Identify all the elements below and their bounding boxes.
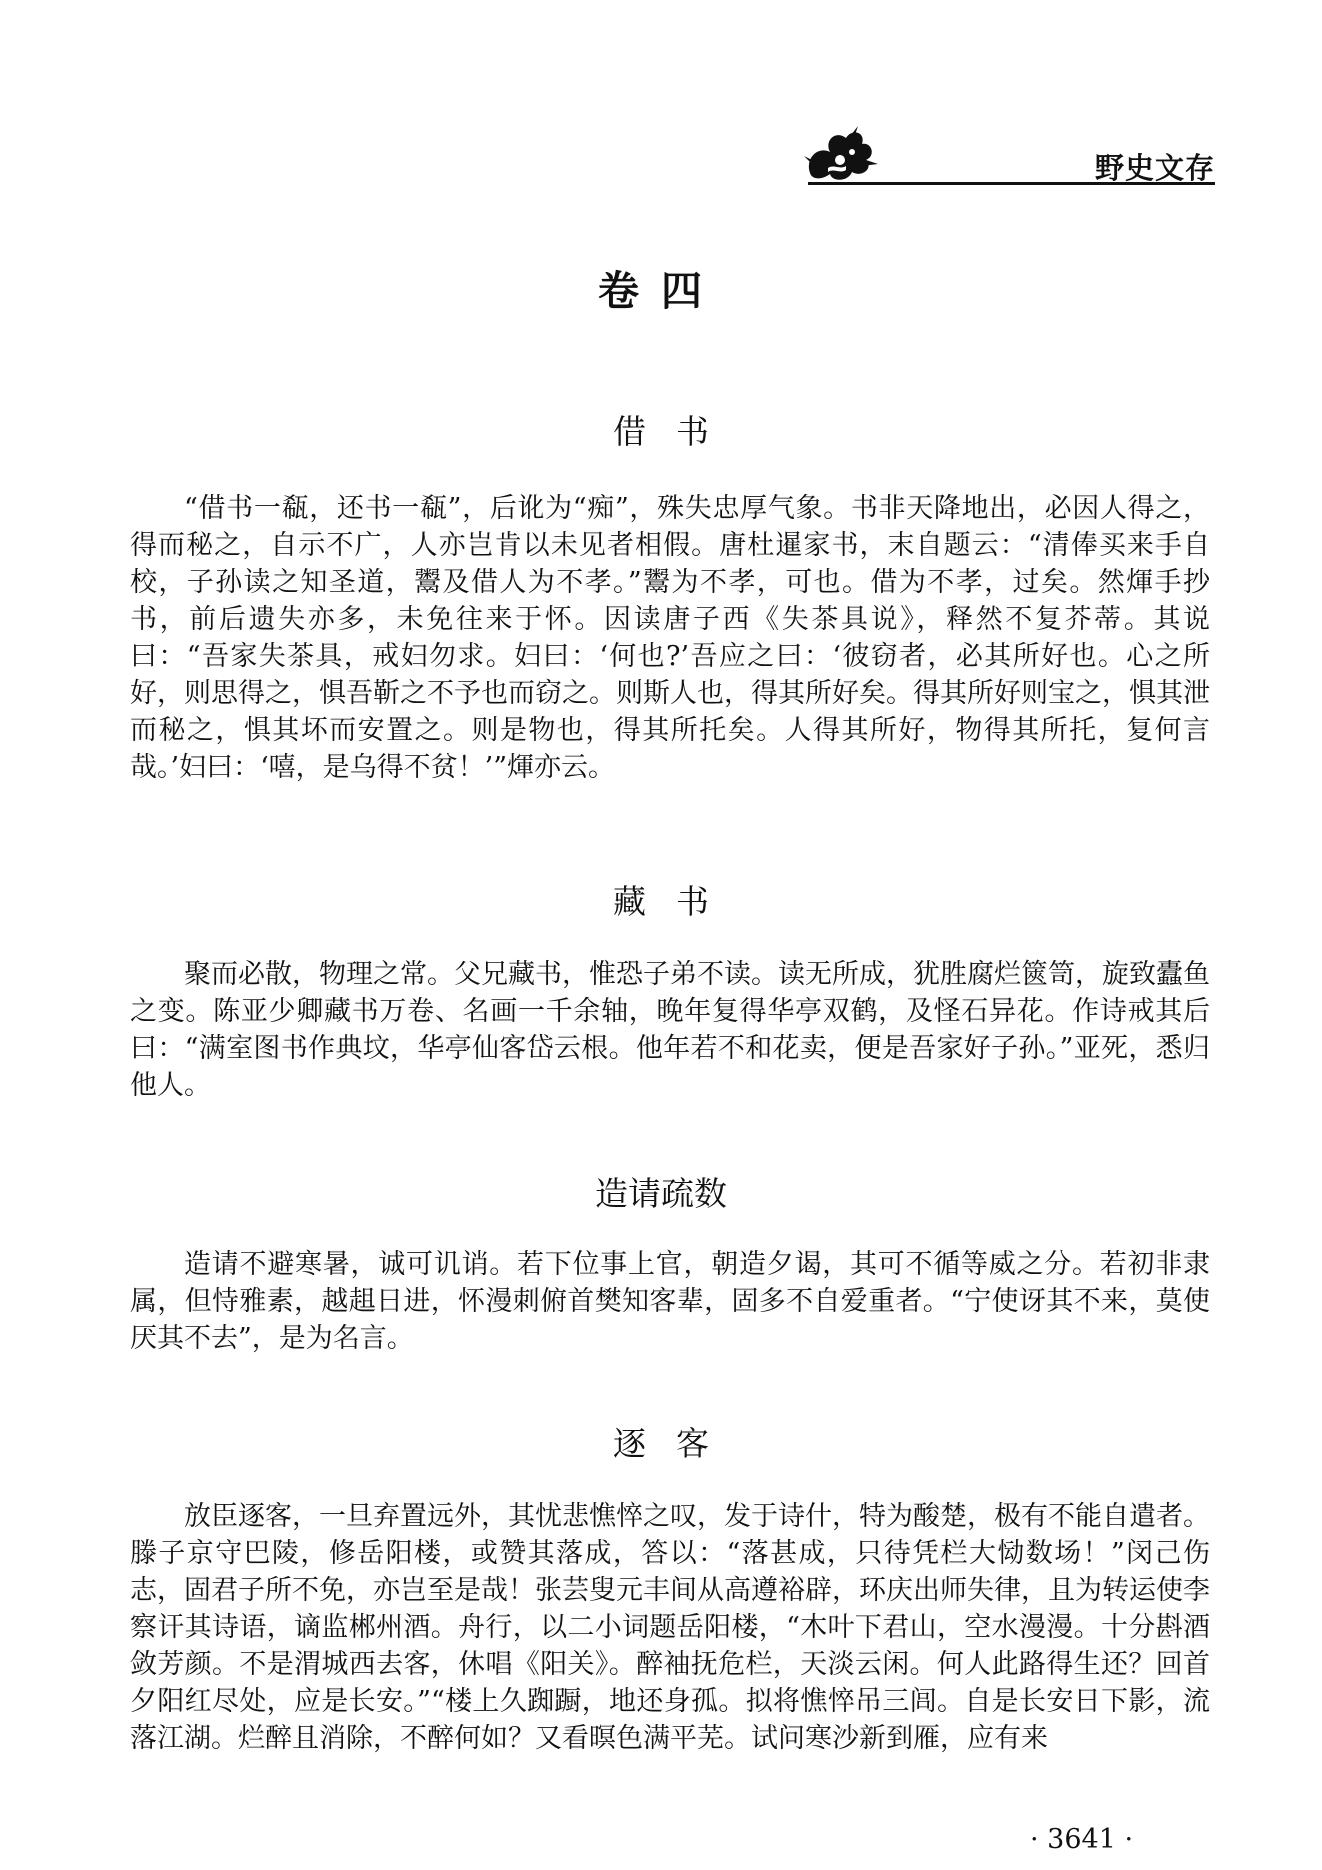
paragraph: “借书一瓻，还书一瓻”，后讹为“痴”，殊失忠厚气象。书非天降地出，必因人得之，得而秘之，自示不广，人亦岂肯以未见者相假。唐杜暹家书，末自题云：“清俸买来手自校，子孙读之知圣道，鬻及借人为不孝。”鬻为不孝，可也。借为不孝，过矣。然煇手抄书，前后遗失亦多，未免往来于怀。因读唐子西《失茶具说》，释然不复芥蒂。其说曰：“吾家失茶具，戒妇勿求。妇曰：‘何也?’吾应之曰：‘彼窃者，必其所好也。心之所好，则思得之，惧吾靳之不予也而窃之。则斯人也，得其所好矣。得其所好则宝之，惧其泄而秘之，惧其坏而安置之。则是物也，得其所托矣。人得其所好，物得其所托，复何言哉。’妇曰：‘嘻，是乌得不贫！’”煇亦云。: [130, 493, 1210, 783]
section-title-zhuke: 逐客: [613, 1424, 739, 1463]
paragraph: 放臣逐客，一旦弃置远外，其忧悲憔悴之叹，发于诗什，特为酸楚，极有不能自遣者。滕子京守巴陵，修岳阳楼，或赞其落成，答以：“落甚成，只待凭栏大恸数场！”闵己伤志，固君子所不免，亦岂至是哉！张芸叟元丰间从高遵裕辟，环庆出师失律，且为转运使李察讦其诗语，谪监郴州酒。舟行，以二小词题岳阳楼，“木叶下君山，空水漫漫。十分斟酒敛芳颜。不是渭城西去客，休唱《阳关》。醉袖抚危栏，天淡云闲。何人此路得生还？回首夕阳红尽处，应是长安。”“楼上久踟蹰，地还身孤。拟将憔悴吊三闾。自是长安日下影，流落江湖。烂醉且消除，不醉何如？又看暝色满平芜。试问寒沙新到雁，应有来: [130, 1501, 1210, 1754]
header-rule: [808, 182, 1215, 185]
header-title: 野史文存: [1094, 151, 1215, 185]
section-title-jieshu: 借书: [613, 412, 739, 451]
page-number: · 3641 ·: [1030, 1824, 1134, 1855]
section-body-zhuke: [130, 1498, 1210, 1757]
volume-title: 卷四: [598, 267, 724, 315]
section-title-cangshu: 藏书: [613, 882, 739, 921]
section-body-cangshu: [130, 956, 1210, 1104]
section-title-zaoqingshushu: 造请疏数: [595, 1174, 727, 1213]
paragraph: 聚而必散，物理之常。父兄藏书，惟恐子弟不读。读无所成，犹胜腐烂篋笥，旋致蠹鱼之变。陈亚少卿藏书万卷、名画一千余轴，晚年复得华亭双鹤，及怪石异花。作诗戒其后曰：“满室图书作典坟，华亭仙客岱云根。他年若不和花卖，便是吾家好子孙。”亚死，悉归他人。: [130, 959, 1210, 1101]
section-body-zaoqingshushu: [130, 1246, 1210, 1357]
dragon-emblem-icon: [800, 118, 880, 188]
running-header: [800, 118, 1215, 188]
section-body-jieshu: [130, 490, 1210, 786]
paragraph: 造请不避寒暑，诚可讥诮。若下位事上官，朝造夕谒，其可不循等威之分。若初非隶属，但恃雅素，越趄日进，怀漫刺俯首樊知客辈，固多不自爱重者。“宁使讶其不来，莫使厌其不去”，是为名言。: [130, 1249, 1210, 1354]
